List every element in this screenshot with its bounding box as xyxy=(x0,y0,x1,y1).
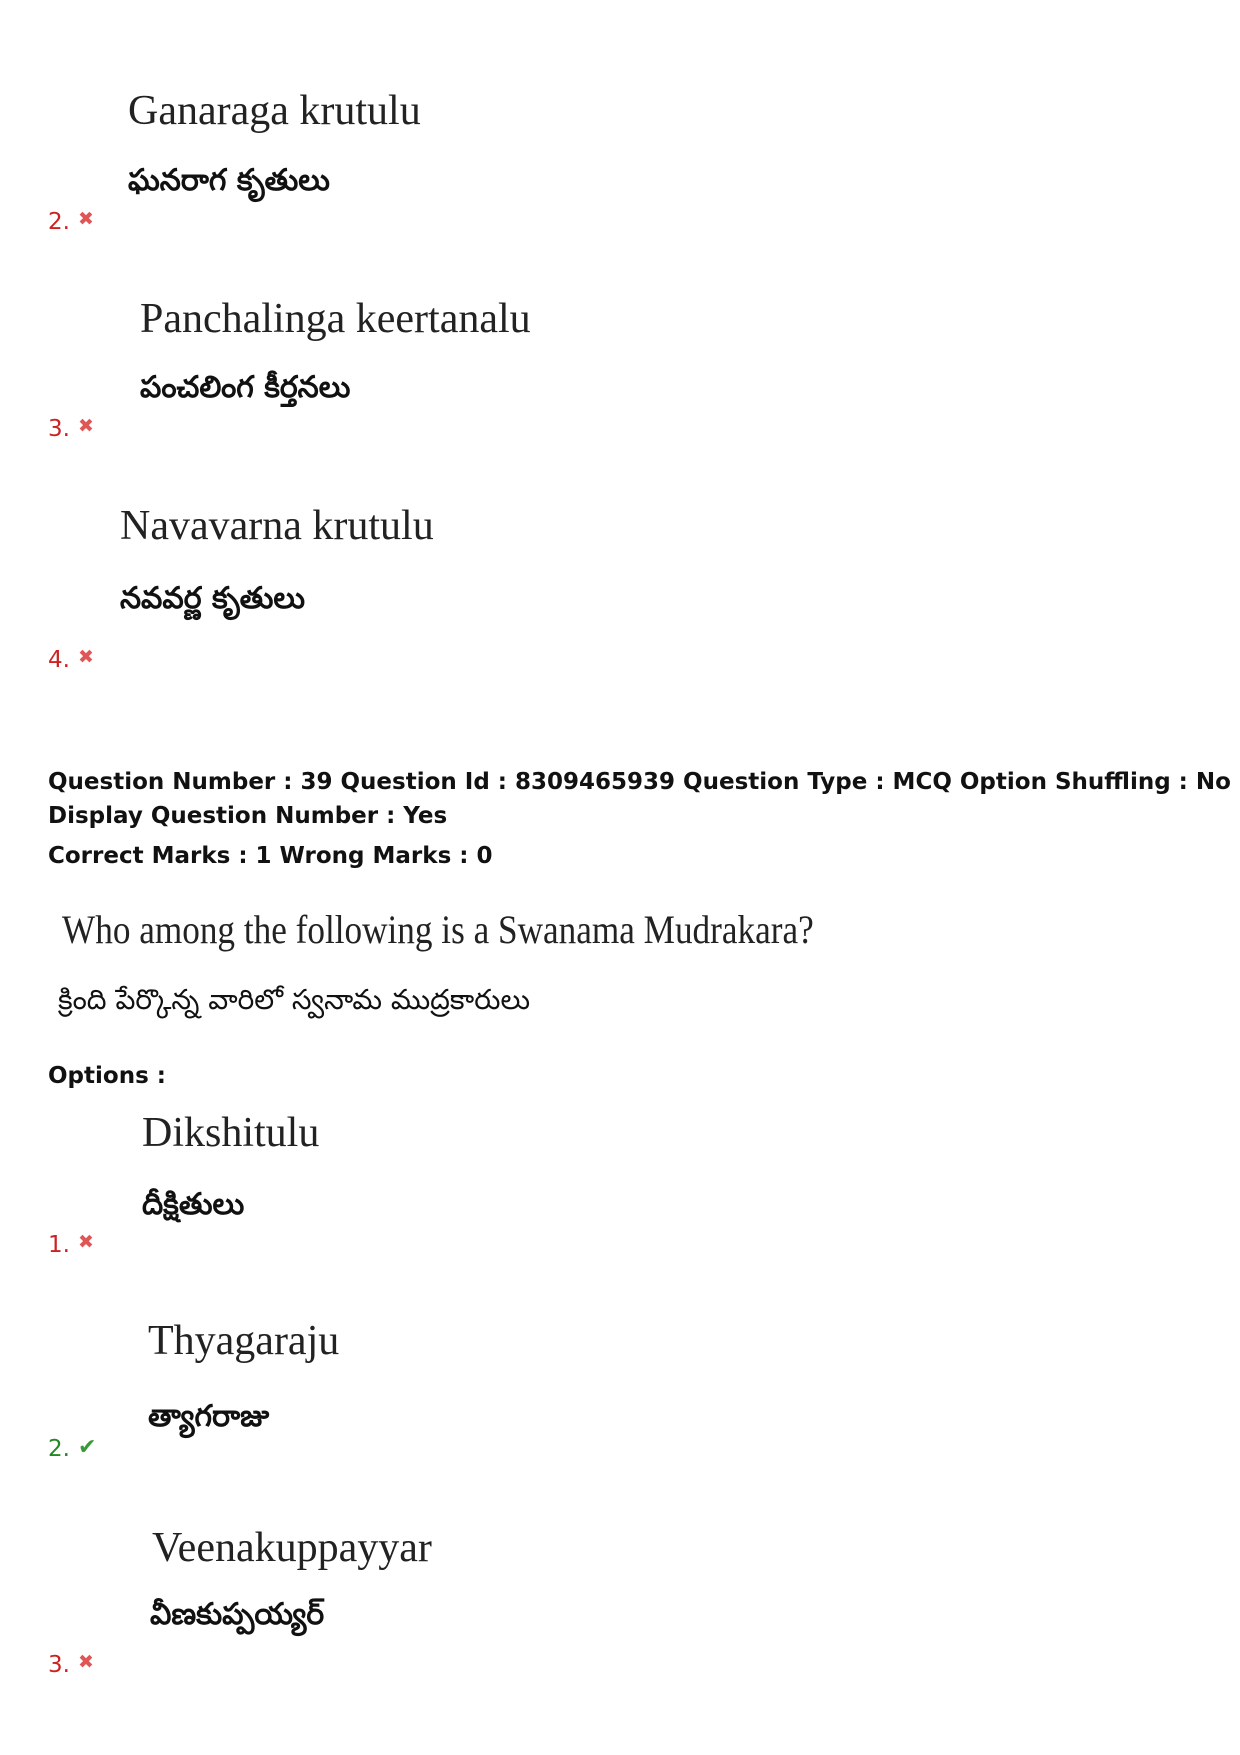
option-4-telugu-text: నవవర్ణ కృతులు xyxy=(120,581,305,616)
option-2-label xyxy=(48,1437,96,1461)
option-number: 3. xyxy=(48,416,70,442)
option-2-telugu-text: త్యాగరాజు xyxy=(148,1399,270,1434)
question-meta-line: Question Number : 39 Question Id : 8309465939 Question Type : MCQ Option Shuffling : No xyxy=(48,769,1231,795)
options-label: Options : xyxy=(48,1063,166,1089)
option-number: 3. xyxy=(48,1652,70,1678)
display-question-number-line: Display Question Number : Yes xyxy=(48,803,448,829)
option-number: 4. xyxy=(48,647,70,673)
option-1-english-text: Dikshitulu xyxy=(142,1110,320,1156)
cross-icon: ✖ xyxy=(77,1651,94,1673)
question-text-telugu: క్రింది పేర్కొన్న వారిలో స్వనామ ముద్రకారులు xyxy=(58,983,531,1016)
option-2-english-text: Thyagaraju xyxy=(148,1318,340,1364)
option-3-english-text: Panchalinga keertanalu xyxy=(140,296,531,342)
option-1-label xyxy=(48,1233,94,1257)
option-3-english-text: Veenakuppayyar xyxy=(152,1525,432,1571)
option-3-telugu-text: పంచలింగ కీర్తనలు xyxy=(140,370,351,405)
option-4-english-text: Navavarna krutulu xyxy=(120,503,434,549)
option-number: 2. xyxy=(48,1436,70,1462)
option-2-label xyxy=(48,210,94,234)
option-3-label xyxy=(48,1653,94,1677)
option-3-label xyxy=(48,417,94,441)
cross-icon: ✖ xyxy=(77,208,94,230)
option-3-telugu-text: వీణకుప్పయ్యర్ xyxy=(150,1597,325,1632)
cross-icon: ✖ xyxy=(77,1231,94,1253)
cross-icon: ✖ xyxy=(77,415,94,437)
option-2-telugu-text: ఘనరాగ కృతులు xyxy=(128,163,330,198)
option-4-label xyxy=(48,648,94,672)
option-2-english-text: Ganaraga krutulu xyxy=(128,88,421,134)
check-icon: ✔ xyxy=(77,1435,97,1460)
marks-line: Correct Marks : 1 Wrong Marks : 0 xyxy=(48,843,493,869)
cross-icon: ✖ xyxy=(77,646,94,668)
option-number: 2. xyxy=(48,209,70,235)
option-1-telugu-text: దీక్షితులు xyxy=(142,1187,245,1222)
option-number: 1. xyxy=(48,1232,70,1258)
question-text-english: Who among the following is a Swanama Mudrakara? xyxy=(62,907,814,952)
